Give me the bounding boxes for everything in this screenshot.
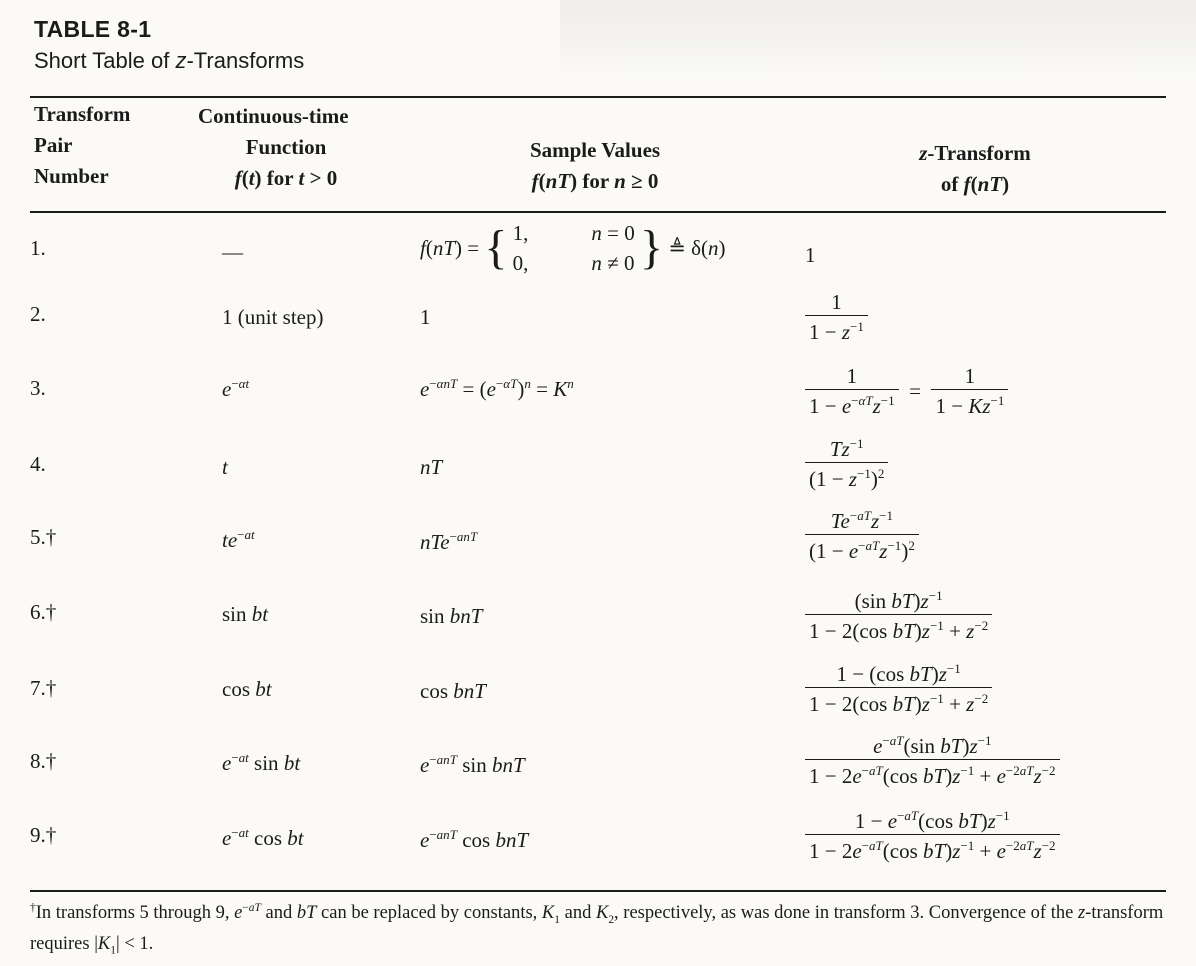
row-1-function: — <box>222 240 243 264</box>
row-4-z-transform: $\frac{Tz^{-1}}{(1 - z^{-1})^2}$ <box>805 436 888 492</box>
row-8-number: 8.† <box>30 749 57 773</box>
header-rule <box>30 211 1166 213</box>
header-continuous-time-function: Continuous-time Function f(t) for t > 0 <box>198 104 349 190</box>
row-7-function: cos bt <box>222 677 272 701</box>
row-7-sample-values: cos bnT <box>420 679 486 703</box>
row-3-function: $e^{-\alpha t}$ <box>222 376 250 401</box>
row-6-sample-values: sin bnT <box>420 604 483 628</box>
row-9-z-transform: $\frac{1 - e^{-aT}(\cos bT)z^{-1}}{1 - 2e^{-aT}(\cos bT)z^{-1} + e^{-2aT}z^{-2}}$ <box>805 808 1060 864</box>
row-5-function: $te^{-at}$ <box>222 527 255 552</box>
row-1-number: 1. <box>30 236 46 260</box>
row-1-sample-values: f(nT) = { 1, n = 0 0, n ≠ 0 } ≜ δ(n) <box>420 221 726 275</box>
row-2-z-transform: $\frac{1}{1 - z^{-1}}$ <box>805 290 868 345</box>
row-5-z-transform: $\frac{Te^{-aT}z^{-1}}{(1 - e^{-aT}z^{-1})^2}$ <box>805 508 919 564</box>
row-6-z-transform: $\frac{(\sin bT)z^{-1}}{1 - 2(\cos bT)z^{-1} + z^{-2}}$ <box>805 588 992 644</box>
row-5-number: 5.† <box>30 525 57 549</box>
header-sample-values: Sample Values f(nT) for n ≥ 0 <box>529 138 661 193</box>
row-2-function: 1 (unit step) <box>222 305 324 329</box>
row-4-function: t <box>222 455 228 479</box>
row-5-sample-values: nTe$^{-anT}$ <box>420 529 478 554</box>
row-9-sample-values: $e^{-anT}$ cos bnT <box>420 827 529 852</box>
row-4-number: 4. <box>30 452 46 476</box>
row-8-function: $e^{-at}$ sin bt <box>222 750 301 775</box>
row-8-z-transform: $\frac{e^{-aT}(\sin bT)z^{-1}}{1 - 2e^{-aT}(\cos bT)z^{-1} + e^{-2aT}z^{-2}}$ <box>805 733 1060 789</box>
row-3-number: 3. <box>30 376 46 400</box>
row-9-number: 9.† <box>30 823 57 847</box>
row-3-z-transform: $\frac{1}{1 - e^{-\alpha T}z^{-1}}$ = $\frac{1}{1 - Kz^{-1}}$ <box>805 364 1008 419</box>
header-transform-pair-number: Transform Pair Number <box>34 102 131 188</box>
row-6-function: sin bt <box>222 602 269 626</box>
bleed-through-background <box>560 0 1196 80</box>
row-2-sample-values: 1 <box>420 305 431 329</box>
row-7-z-transform: $\frac{1 - (\cos bT)z^{-1}}{1 - 2(\cos bT)z^{-1} + z^{-2}}$ <box>805 661 992 717</box>
row-8-sample-values: $e^{-anT}$ sin bnT <box>420 752 525 777</box>
table-number: TABLE 8-1 <box>34 16 152 42</box>
top-rule <box>30 96 1166 98</box>
row-9-function: $e^{-at}$ cos bt <box>222 825 304 850</box>
table-title: Short Table of z-Transforms <box>34 48 305 73</box>
row-4-sample-values: nT <box>420 455 443 479</box>
row-1-z-transform: 1 <box>805 243 816 267</box>
bottom-rule <box>30 890 1166 892</box>
table-footnote: †In transforms 5 through 9, $e^{-aT}$ and bT can be replaced by constants, $K_1$ and $K_2$, respectively, as was done in transform 3. Convergence of the z-transform requires $|K_1| < 1$. <box>30 902 1164 957</box>
row-2-number: 2. <box>30 302 46 326</box>
row-7-number: 7.† <box>30 676 57 700</box>
header-z-transform: z-Transform of f(nT) <box>919 141 1031 196</box>
row-3-sample-values: $e^{-\alpha nT} = (e^{-\alpha T})^n = K^n$ <box>420 376 574 401</box>
row-6-number: 6.† <box>30 600 57 624</box>
